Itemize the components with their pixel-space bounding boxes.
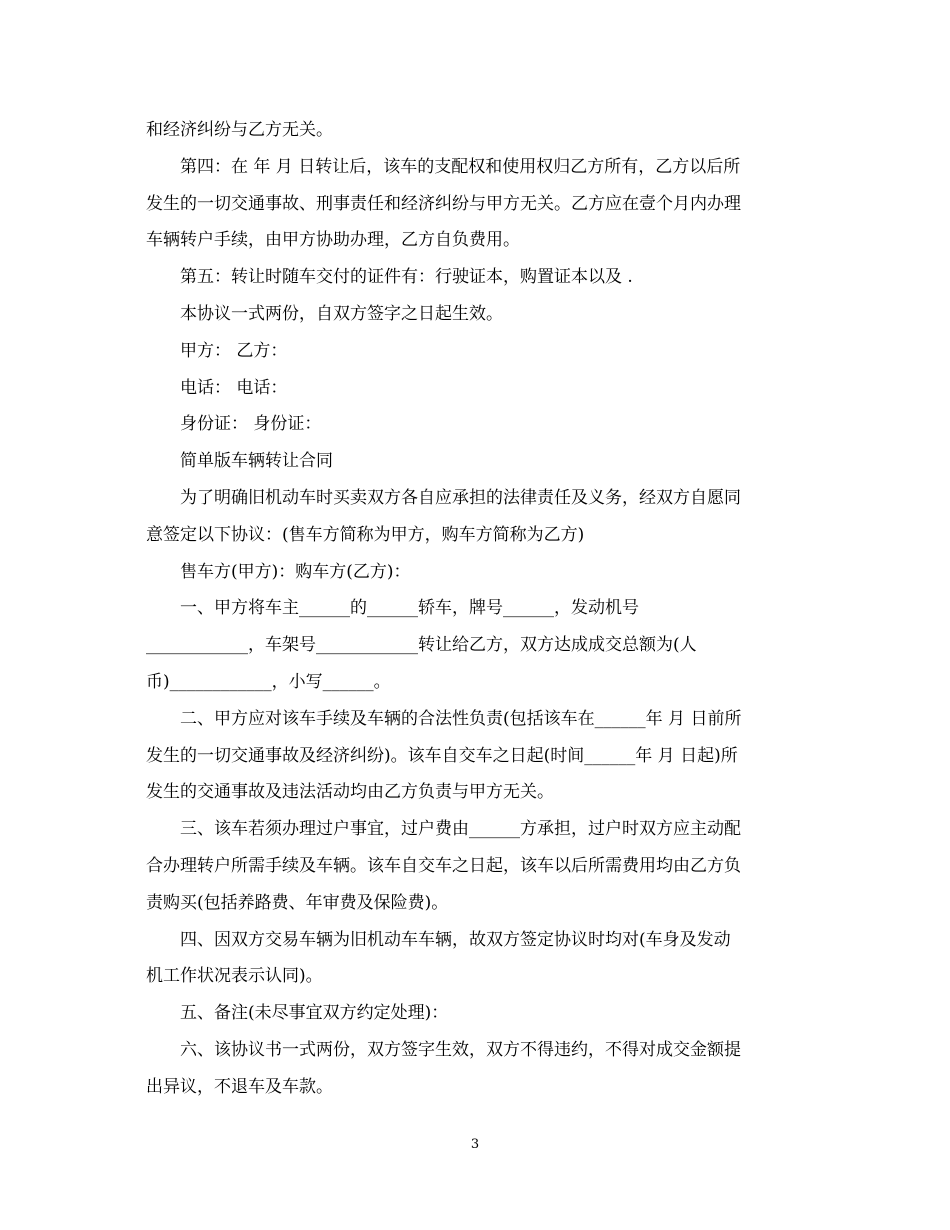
text-line: 三、该车若须办理过户事宜，过户费由______方承担，过户时双方应主动配 — [180, 819, 741, 840]
text-line: 六、该协议书一式两份，双方签字生效，双方不得违约，不得对成交金额提 — [180, 1039, 741, 1060]
text-line: 二、甲方应对该车手续及车辆的合法性负责(包括该车在______年 月 日前所 — [180, 708, 742, 729]
text-line: 第五：转让时随车交付的证件有：行驶证本，购置证本以及 . — [180, 267, 633, 288]
text-line: 发生的一切交通事故及经济纠纷)。该车自交车之日起(时间______年 月 日起)所 — [146, 745, 738, 766]
text-line: ____________，车架号____________转让给乙方，双方达成成交总额为(人 — [146, 635, 697, 656]
text-line: 四、因双方交易车辆为旧机动车车辆，故双方签定协议时均对(车身及发动 — [180, 929, 731, 950]
text-line: 为了明确旧机动车时买卖双方各自应承担的法律责任及义务，经双方自愿同 — [180, 487, 741, 508]
text-line: 一、甲方将车主______的______轿车，牌号______，发动机号 — [180, 598, 639, 619]
text-line: 和经济纠纷与乙方无关。 — [146, 120, 333, 140]
text-line: 币)____________，小写______。 — [146, 671, 391, 692]
text-line: 电话： 电话： — [180, 377, 288, 398]
text-line: 第四：在 年 月 日转让后，该车的支配权和使用权归乙方所有，乙方以后所 — [180, 156, 741, 177]
text-line: 责购买(包括养路费、年审费及保险费)。 — [146, 892, 449, 913]
text-line: 甲方： 乙方： — [180, 340, 288, 361]
text-line: 五、备注(未尽事宜双方约定处理)： — [180, 1003, 449, 1024]
document-body — [146, 112, 798, 1106]
text-line: 车辆转户手续，由甲方协助办理，乙方自负费用。 — [146, 230, 520, 251]
text-line: 发生的交通事故及违法活动均由乙方负责与甲方无关。 — [146, 782, 554, 803]
text-line: 本协议一式两份，自双方签字之日起生效。 — [180, 303, 503, 324]
text-line: 机工作状况表示认同)。 — [146, 966, 323, 987]
text-line: 意签定以下协议：(售车方简称为甲方，购车方简称为乙方) — [146, 524, 585, 545]
text-line: 发生的一切交通事故、刑事责任和经济纠纷与甲方无关。乙方应在壹个月内办理 — [146, 193, 741, 214]
text-line: 合办理转户所需手续及车辆。该车自交车之日起，该车以后所需费用均由乙方负 — [146, 855, 741, 876]
section-heading: 简单版车辆转让合同 — [180, 451, 333, 472]
text-line: 身份证： 身份证： — [180, 414, 322, 435]
text-line: 出异议，不退车及车款。 — [146, 1076, 333, 1097]
text-line: 售车方(甲方)：购车方(乙方)： — [180, 561, 411, 582]
page-number: 3 — [470, 1137, 480, 1152]
